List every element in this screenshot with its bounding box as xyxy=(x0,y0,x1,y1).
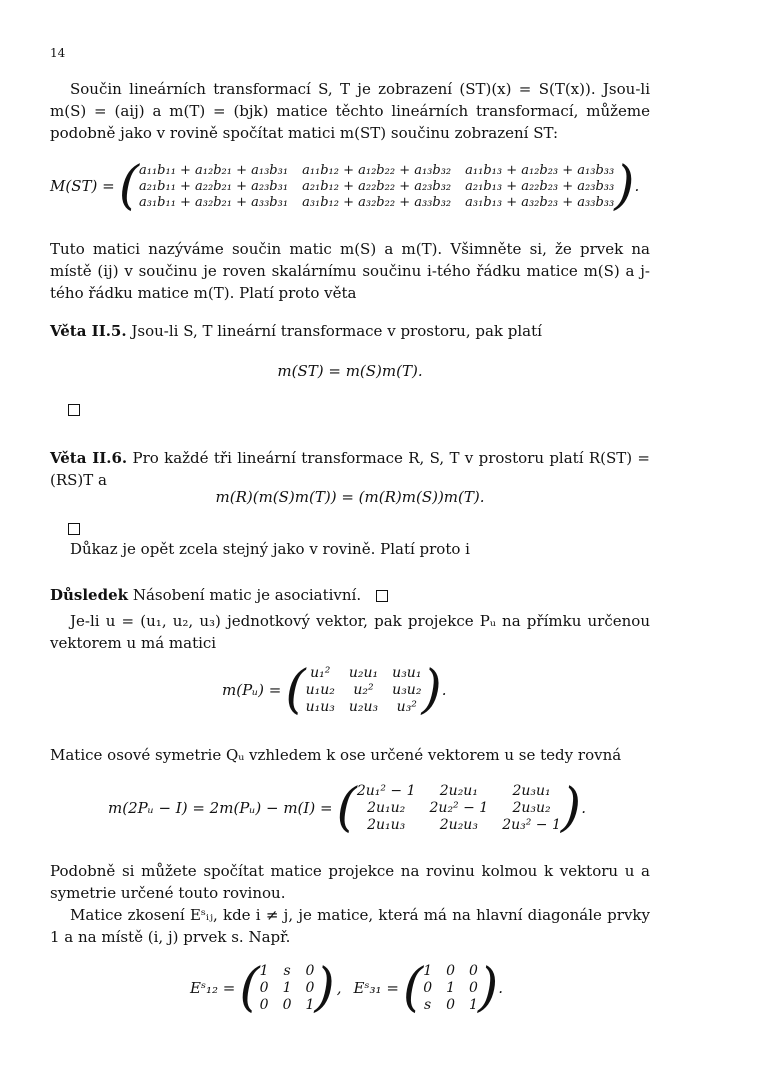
theorem-text: Jsou-li S, T lineární transformace v prostoru, pak platí xyxy=(131,322,542,340)
matrix-cell: 1 xyxy=(305,997,315,1013)
equation-projection-matrix: m(Pᵤ) = ( u₁² u₂u₁ u₃u₁ u₁u₂ u₂² u₃u₂ u₁u₃ u₂u₃ u₃² ) . xyxy=(222,660,447,720)
matrix-cell: 0 xyxy=(423,980,433,996)
equation-associativity: m(R)(m(S)m(T)) = (m(R)m(S))m(T). xyxy=(215,488,485,506)
equation-lhs: Eˢ₁₂ = xyxy=(190,979,236,997)
matrix-cell: 2u₃u₁ xyxy=(512,783,551,799)
equation-symmetry-matrix: m(2Pᵤ − I) = 2m(Pᵤ) − m(I) = ( 2u₁² − 1 2u₂u₁ 2u₃u₁ 2u₁u₂ 2u₂² − 1 2u₃u₂ 2u₁u₃ 2u₂u₃ 2u₃² − 1 ) . xyxy=(108,778,586,838)
equation-separator: , xyxy=(336,979,342,997)
matrix-cell: a₂₁b₁₁ + a₂₂b₂₁ + a₂₃b₃₁ xyxy=(138,178,289,194)
matrix-cell: a₂₁b₁₂ + a₂₂b₂₂ + a₂₃b₃₂ xyxy=(302,178,452,194)
matrix-cell: u₁u₃ xyxy=(305,699,335,715)
matrix-cell: u₃u₂ xyxy=(392,682,422,698)
corollary xyxy=(50,584,650,606)
matrix-cell: a₃₁b₁₁ + a₃₂b₂₁ + a₃₃b₃₁ xyxy=(138,194,289,210)
matrix-cell: a₂₁b₁₃ + a₂₂b₂₃ + a₂₃b₃₃ xyxy=(465,178,615,194)
matrix-cell: s xyxy=(424,997,432,1013)
matrix-cell: 2u₁u₂ xyxy=(367,800,406,816)
matrix-cell: 2u₂u₁ xyxy=(439,783,478,799)
matrix-cell: a₁₁b₁₂ + a₁₂b₂₂ + a₁₃b₃₂ xyxy=(302,162,452,178)
matrix-cell: u₂² xyxy=(353,682,374,698)
paragraph-product-definition: Tuto matici nazýváme součin matic m(S) a m(T). Všimněte si, že prvek na místě (ij) v součinu je roven skalárnímu součinu i-tého řádku matice m(S) a j-tého řádku matice m(T). Platí proto věta xyxy=(50,240,650,302)
theorem-label: Věta II.6. xyxy=(50,449,128,467)
matrix-product xyxy=(139,163,614,210)
matrix-cell: 0 xyxy=(446,963,456,979)
theorem-II-5 xyxy=(50,320,650,342)
equation-lhs: m(Pᵤ) = xyxy=(222,681,282,699)
matrix-cell: a₃₁b₁₂ + a₃₂b₂₂ + a₃₃b₃₂ xyxy=(302,194,452,210)
matrix-cell: 2u₃² − 1 xyxy=(502,817,561,833)
equation-tail: . xyxy=(498,979,504,997)
matrix-cell: 0 xyxy=(446,997,456,1013)
equation-lhs: M(ST) = xyxy=(50,177,115,195)
equation-tail: . xyxy=(441,681,447,699)
matrix-cell: 0 xyxy=(259,980,269,996)
matrix-shear-12 xyxy=(260,963,315,1013)
matrix-cell: 1 xyxy=(282,980,292,996)
matrix-cell: a₃₁b₁₃ + a₃₂b₂₃ + a₃₃b₃₃ xyxy=(465,194,615,210)
qed-square-icon xyxy=(68,404,80,416)
equation-product-matrix: M(ST) = ( a₁₁b₁₁ + a₁₂b₂₁ + a₁₃b₃₁ a₁₁b₁₂ + a₁₂b₂₂ + a₁₃b₃₂ a₁₁b₁₃ + a₁₂b₂₃ + a₁₃b₃₃ a₂₁b₁₁ + a₂₂b₂₁ + a₂₃b₃₁ a₂₁b₁₂ + a₂₂b₂₂ + a₂₃b₃₂ a₂₁b₁₃ + a₂₂b₂₃ + a₂₃b₃₃ a₃₁b₁₁ + a₃₂b₂₁ + a₃₃b₃₁ a₃₁b₁₂ + a₃₂b₂₂ + a₃₃b₃₂ a₃₁b₁₃ + a₃₂b₂₃ + a₃₃b₃₃ ) . xyxy=(50,156,640,216)
matrix-cell: a₁₁b₁₃ + a₁₂b₂₃ + a₁₃b₃₃ xyxy=(465,162,615,178)
matrix-cell: 0 xyxy=(282,997,292,1013)
matrix-cell: 0 xyxy=(259,997,269,1013)
matrix-projection xyxy=(306,665,422,715)
corollary-label: Důsledek xyxy=(50,586,129,604)
matrix-cell: a₁₁b₁₁ + a₁₂b₂₁ + a₁₃b₃₁ xyxy=(138,162,289,178)
paragraph-projection: Je-li u = (u₁, u₂, u₃) jednotkový vektor, pak projekce Pᵤ na přímku určenou vektorem u má matici xyxy=(50,612,650,652)
matrix-cell: s xyxy=(283,963,291,979)
paragraph-shear: Matice zkosení Eˢᵢⱼ, kde i ≠ j, je matice, která má na hlavní diagonále prvky 1 a na místě (i, j) prvek s. Např. xyxy=(50,906,650,946)
qed-square-icon xyxy=(68,523,80,535)
qed-square-icon xyxy=(376,590,388,602)
equation-tail: . xyxy=(634,177,640,195)
equation-lhs: m(2Pᵤ − I) = 2m(Pᵤ) − m(I) = xyxy=(108,799,333,817)
matrix-cell: 2u₂² − 1 xyxy=(429,800,489,816)
matrix-symmetry xyxy=(357,783,561,833)
matrix-cell: 0 xyxy=(305,980,315,996)
equation-tail: . xyxy=(581,799,586,817)
paragraph-product-intro: Součin lineárních transformací S, T je zobrazení (ST)(x) = S(T(x)). Jsou-li m(S) = (aij) a m(T) = (bjk) matice těchto lineárních transformací, můžeme podobně jako v rovině spočítat matici m(ST) součinu zobrazení ST: xyxy=(50,80,650,142)
matrix-cell: u₂u₃ xyxy=(348,699,379,715)
matrix-cell: u₃u₁ xyxy=(392,665,422,681)
matrix-cell: u₁u₂ xyxy=(305,682,335,698)
theorem-text: Pro každé tři lineární transformace R, S, T v prostoru platí R(ST) = (RS)T a xyxy=(50,449,650,489)
matrix-shear-31 xyxy=(423,963,478,1013)
matrix-cell: u₂u₁ xyxy=(348,665,379,681)
corollary-text: Násobení matic je asociativní. xyxy=(132,586,362,604)
equation-m-st: m(ST) = m(S)m(T). xyxy=(277,362,423,380)
proof-note: Důkaz je opět zcela stejný jako v rovině. Platí proto i xyxy=(70,540,470,558)
equation-shear-matrices: Eˢ₁₂ = ( 1 s 0 0 1 0 0 0 1 ) , Eˢ₃₁ = ( 1 0 0 0 1 0 s 0 1 ) . xyxy=(190,958,504,1018)
matrix-cell: 1 xyxy=(423,963,433,979)
equation-lhs: Eˢ₃₁ = xyxy=(353,979,399,997)
matrix-cell: 0 xyxy=(469,980,478,996)
matrix-cell: 2u₂u₃ xyxy=(439,817,478,833)
matrix-cell: 1 xyxy=(446,980,456,996)
matrix-cell: u₃² xyxy=(396,699,417,715)
matrix-cell: 0 xyxy=(469,963,478,979)
page-number: 14 xyxy=(50,46,66,60)
matrix-cell: 2u₁² − 1 xyxy=(356,783,416,799)
matrix-cell: 2u₃u₂ xyxy=(512,800,551,816)
matrix-cell: 2u₁u₃ xyxy=(367,817,406,833)
matrix-cell: 1 xyxy=(469,997,478,1013)
matrix-cell: u₁² xyxy=(310,665,331,681)
theorem-II-6 xyxy=(50,447,650,491)
paragraph-symmetry: Matice osové symetrie Qᵤ vzhledem k ose určené vektorem u se tedy rovná xyxy=(50,746,622,764)
matrix-cell: 0 xyxy=(305,963,315,979)
theorem-label: Věta II.5. xyxy=(50,322,127,340)
matrix-cell: 1 xyxy=(259,963,269,979)
paragraph-plane-projection: Podobně si můžete spočítat matice projekce na rovinu kolmou k vektoru u a symetrie určené touto rovinou. xyxy=(50,862,650,902)
